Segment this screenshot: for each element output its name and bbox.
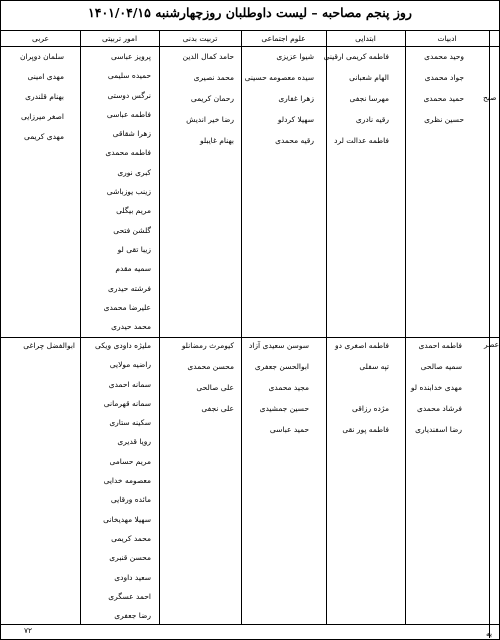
page-title: روز پنجم مصاحبه – لیست داوطلبان روزچهارشنبه ۱۴۰۱/۰۴/۱۵ (88, 5, 412, 20)
list-item: گلشن فتحی (113, 225, 151, 235)
page-number: ۷۲ (24, 626, 33, 635)
list-item: پرویز عباسی (110, 52, 151, 61)
list-item: زهرا شقاقی (112, 129, 151, 139)
list-item: رضا خیر اندیش (186, 115, 234, 124)
list-item: رویا قدیری (117, 437, 151, 447)
list-item: رضا جعفری (114, 611, 151, 621)
list-item: الهام شعبانی (349, 73, 389, 82)
list-item: سوسن سعیدی آزاد (248, 341, 309, 350)
list-item: علیرضا محمدی (103, 302, 151, 312)
header-bottom-rule (0, 46, 500, 47)
list-item: حمید عباسی (269, 425, 309, 434)
list-item: مژده رزاقی (352, 404, 389, 413)
list-item: فرشته حیدری (107, 283, 151, 293)
column-header-ebtedaei: ابتدایی (355, 34, 376, 43)
footer-label: یه (486, 629, 493, 638)
list-item: زینب یوزباشی (106, 187, 151, 197)
morning-arabi-list (20, 51, 64, 151)
list-item: محسن قنبری (109, 553, 151, 563)
session-column-rule (489, 30, 490, 638)
list-item: مهدی کریمی (23, 132, 64, 141)
list-item: محمد حیدری (111, 322, 151, 332)
evening-olum-list (249, 340, 309, 445)
list-item: فاطمه پور نقی (342, 425, 389, 434)
list-item: فرشاد محمدی (416, 404, 462, 413)
list-item: فاطمه محمدی (105, 148, 151, 158)
list-item: سلمان دوپران (19, 52, 64, 61)
column-rule-5 (80, 30, 81, 624)
list-item: علی نجفی (201, 404, 234, 413)
morning-tarbiat-badani-list (183, 51, 234, 156)
list-item: حمید محمدی (423, 94, 464, 103)
footer-rule (0, 624, 500, 625)
column-rule-3 (241, 30, 242, 624)
list-item: حمیده سلیمی (107, 71, 151, 81)
list-item: بهنام غایبلو (199, 136, 234, 145)
list-item: زیبا تقی لو (117, 244, 151, 254)
list-item: حسین نظری (424, 115, 464, 124)
session-divider (0, 337, 500, 338)
list-item: اصغر میرزایی (20, 112, 64, 121)
column-header-olum: علوم اجتماعی (261, 34, 306, 43)
list-item: کیومرث رمضانلو (181, 341, 234, 350)
list-item: راضیه مولایی (109, 360, 151, 370)
list-item: سمیه صالحی (420, 362, 462, 371)
list-item: سمیه مقدم (115, 264, 151, 274)
column-header-arabi: عربی (32, 34, 49, 43)
list-item: ابوالحسن جعفری (254, 362, 309, 371)
morning-omur-list (104, 51, 151, 340)
list-item: معصومه خدایی (103, 476, 151, 486)
list-item: رقیه محمدی (275, 136, 314, 145)
list-item: احمد عسگری (108, 591, 151, 601)
list-item: زهرا غفاری (278, 94, 314, 103)
list-item: علی صالحی (196, 383, 234, 392)
list-item: مریم حسامی (109, 456, 151, 466)
evening-arabi-list (23, 340, 75, 361)
list-item: ملیژه داودی ویکی (95, 341, 151, 350)
list-item: مجید محمدی (268, 383, 309, 392)
session-label-evening: عصر (484, 340, 500, 349)
list-item: سهیلا کردلو (277, 115, 314, 124)
column-rule-1 (405, 30, 406, 624)
column-rule-4 (159, 30, 160, 624)
list-item: سعید داودی (114, 572, 151, 582)
list-item: مهدی خدابنده لو (410, 383, 462, 392)
list-item: رحمان کریمی (190, 94, 234, 103)
column-header-omur: امور تربیتی (101, 34, 138, 43)
morning-olum-list (245, 51, 314, 156)
list-item: وحید محمدی (424, 52, 464, 61)
list-item: ابوالفضل چراغی (23, 341, 75, 350)
list-item (335, 382, 389, 403)
header-top-rule (0, 30, 500, 31)
list-item: فاطمه کریمی ارقینی (323, 52, 389, 61)
list-item: فاطمه اصغری دو (334, 341, 389, 350)
evening-omur-list (95, 340, 151, 629)
list-item: کبری نوری (117, 167, 151, 177)
list-item: بهنام قلندری (25, 92, 64, 101)
list-item: تپه سفلی (359, 362, 389, 371)
list-item: مائده ورقایی (110, 495, 151, 505)
list-item: محمد کریمی (111, 533, 151, 543)
list-item: محمد نصیری (193, 73, 234, 82)
list-item: سکینه ستاری (109, 418, 151, 428)
list-item: مهدی امینی (27, 72, 64, 81)
list-item: شیوا عزیزی (276, 52, 314, 61)
list-item: سیده معصومه حسینی (244, 73, 314, 82)
morning-ebtedaei-list (324, 51, 389, 156)
list-item: جواد محمدی (424, 73, 464, 82)
list-item: مریم بیگلی (116, 206, 151, 216)
list-item: فاطمه عباسی (106, 109, 151, 119)
morning-adabiyat-list (423, 51, 464, 135)
evening-adabiyat-list (411, 340, 462, 445)
list-item: سمانه احمدی (108, 379, 151, 389)
list-item: حسین جمشیدی (259, 404, 309, 413)
list-item: فاطمه عدالت لرد (334, 136, 389, 145)
list-item: فاطمه احمدی (418, 341, 462, 350)
column-header-adabiyat: ادبیات (437, 34, 457, 43)
session-label-morning: صبح (483, 93, 497, 102)
list-item: مهرسا نجفی (349, 94, 389, 103)
list-item: رضا اسفندیاری (415, 425, 462, 434)
list-item: سمانه قهرمانی (103, 398, 151, 408)
column-header-tarbiat-badani: تربیت بدنی (182, 34, 218, 43)
list-item: رقیه نادری (355, 115, 389, 124)
list-item: حامد کمال الدین (182, 52, 234, 61)
list-item: نرگس دوستی (107, 90, 151, 100)
list-item: سهیلا مهدیخانی (103, 514, 151, 524)
evening-tarbiat-badani-list (182, 340, 234, 424)
list-item: محسن محمدی (187, 362, 234, 371)
evening-ebtedaei-list (335, 340, 389, 445)
